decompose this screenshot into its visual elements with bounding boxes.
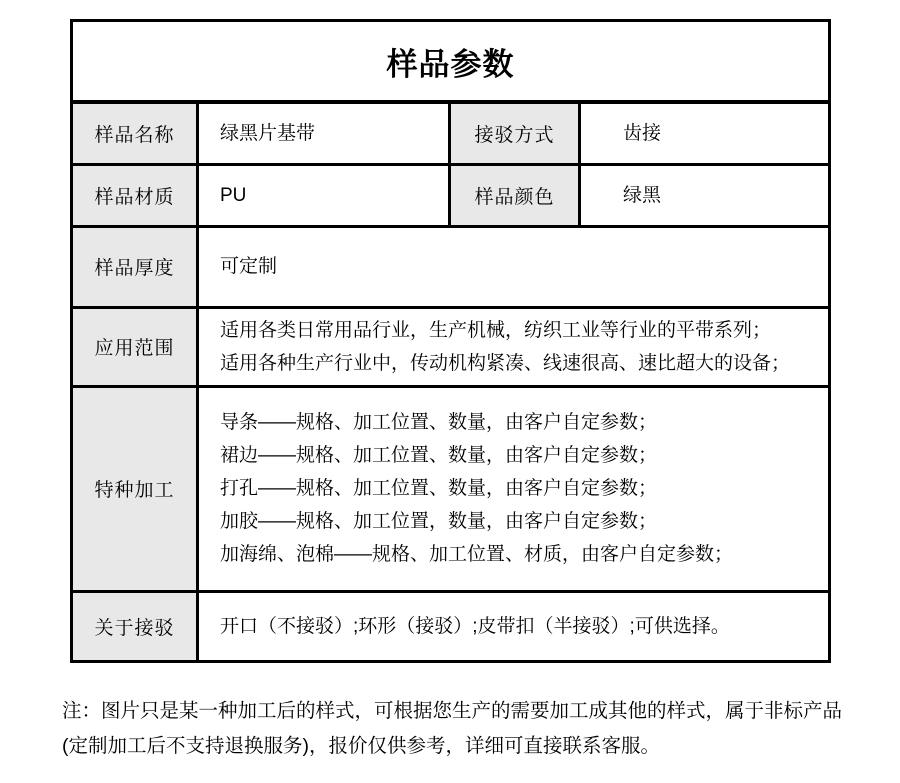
table-row	[72, 102, 830, 164]
special-processing-line: 加胶——规格、加工位置，数量，由客户自定参数；	[220, 511, 658, 532]
table-row	[72, 164, 830, 226]
special-processing-line: 打孔——规格、加工位置、数量，由客户自定参数；	[220, 478, 658, 499]
value-sample-name: 绿黑片基带	[198, 102, 450, 164]
table-row	[72, 226, 830, 307]
label-sample-name: 样品名称	[72, 102, 198, 164]
label-sample-material: 样品材质	[72, 164, 198, 226]
value-sample-thickness: 可定制	[198, 226, 830, 307]
value-sample-material: PU	[198, 164, 450, 226]
special-processing-line: 加海绵、泡棉——规格、加工位置、材质，由客户自定参数；	[220, 544, 734, 565]
label-special-processing: 特种加工	[72, 386, 198, 591]
label-application-range: 应用范围	[72, 307, 198, 386]
table-row	[72, 386, 830, 591]
value-application-range	[198, 307, 830, 386]
footer-note: 注：图片只是某一种加工后的样式，可根据您生产的需要加工成其他的样式，属于非标产品(定制加工后不支持退换服务)，报价仅供参考，详细可直接联系客服。	[62, 700, 843, 757]
label-sample-thickness: 样品厚度	[72, 226, 198, 307]
application-line: 适用各种生产行业中，传动机构紧凑、线速很高、速比超大的设备；	[220, 352, 791, 374]
table-row	[72, 591, 830, 661]
value-joint-method: 齿接	[580, 102, 830, 164]
special-processing-line: 导条——规格、加工位置、数量，由客户自定参数；	[220, 412, 658, 433]
label-joint-method: 接驳方式	[450, 102, 580, 164]
table-row	[72, 307, 830, 386]
page-title: 样品参数	[72, 21, 830, 103]
value-special-processing	[198, 386, 830, 591]
label-about-joint: 关于接驳	[72, 591, 198, 661]
table-title-row	[72, 21, 830, 103]
application-line: 适用各类日常用品行业，生产机械，纺织工业等行业的平带系列；	[220, 319, 772, 341]
label-sample-color: 样品颜色	[450, 164, 580, 226]
value-sample-color: 绿黑	[580, 164, 830, 226]
value-about-joint: 开口（不接驳）;环形（接驳）;皮带扣（半接驳）;可供选择。	[198, 591, 830, 661]
special-processing-line: 裙边——规格、加工位置、数量，由客户自定参数；	[220, 445, 658, 466]
spec-table	[70, 19, 831, 663]
